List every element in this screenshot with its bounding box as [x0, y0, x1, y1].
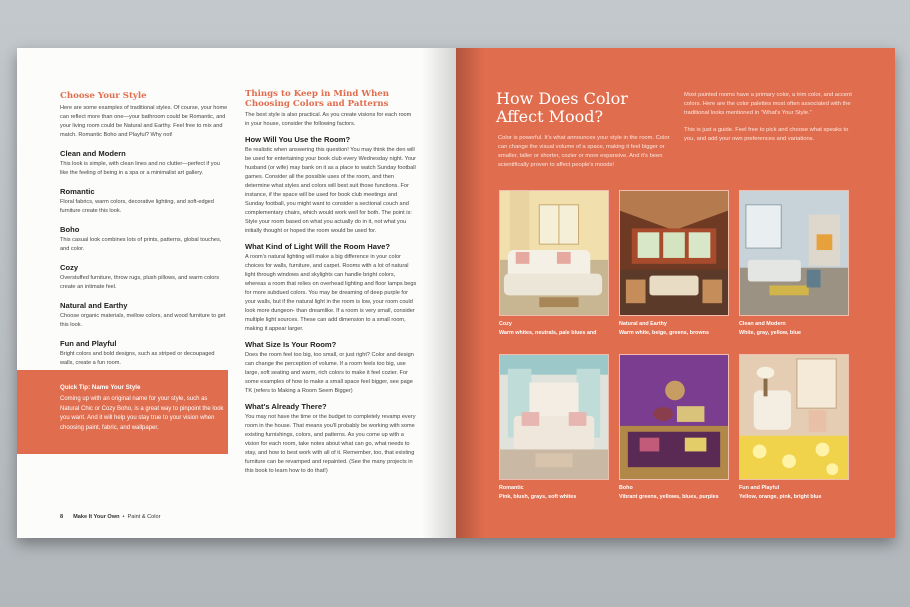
style-intro: Here are some examples of traditional styles. Of course, your home can reflect more than one—your bathroom could be Romantic, and your living room could be Natural and Earthy. Feel free to mix and match. Romantic Boho and Playful? Why not!: [60, 104, 228, 138]
quick-tip-box: [17, 370, 228, 454]
boho-room-photo: [619, 354, 729, 480]
footer-separator: •: [122, 514, 125, 520]
caption-colors: Warm white, beige, greens, browns: [619, 330, 709, 336]
book-title: Make It Your Own: [73, 514, 120, 520]
photo-caption: [739, 320, 857, 338]
palette-notes: [684, 91, 859, 144]
cozy-room-photo: [499, 190, 609, 316]
factor-heading: What's Already There?: [245, 402, 327, 411]
right-title-line: Affect Mood?: [496, 107, 604, 126]
style-text: Bright colors and bold designs, such as striped or decoupaged walls, create a fun room.: [60, 350, 215, 366]
caption-colors: Pink, blush, grays, soft whites: [499, 494, 577, 500]
quick-tip-text: Coming up with an original name for your style, such as Natural Chic or Cozy Boho, is a great way to pinpoint the look you want. And it will help you stay true to your vision when choosing paint, fabric, and wallpaper.: [60, 396, 224, 431]
style-name: Natural and Earthy: [60, 300, 128, 310]
style-name: Romantic: [60, 186, 95, 196]
page-number: 8: [60, 514, 64, 520]
palette-note: Most painted rooms have a primary color, a trim color, and accent colors. Here are the color palettes most often associated with the traditional looks mentioned in "What's Your Style.": [684, 92, 852, 116]
photo-caption: [499, 484, 617, 502]
things-title: [245, 90, 417, 109]
things-title-line: Choosing Colors and Patterns: [245, 98, 389, 109]
right-title-line: How Does Color: [496, 89, 628, 108]
left-page: [17, 48, 456, 538]
fun-playful-room-photo: [739, 354, 849, 480]
palette-note: This is just a guide. Feel free to pick and choose what speaks to you, and add your own preferences and variations.: [684, 127, 849, 142]
caption-colors: White, gray, yellow, blue: [739, 330, 802, 336]
style-text: Choose organic materials, mellow colors, and wood furniture to get this look.: [60, 312, 226, 328]
style-name: Fun and Playful: [60, 338, 117, 348]
right-page: [456, 48, 895, 538]
factor-heading: How Will You Use the Room?: [245, 135, 351, 144]
photo-caption: [739, 484, 857, 502]
right-intro: Color is powerful. It's what announces your style in the room. Color can change the visual volume of a space, making it feel bigger or smaller, taller or shorter, cozier or more expansive. And it's been scientifically proven to affect people's moods!: [498, 135, 670, 168]
factor-text: Does the room feel too big, too small, or just right? Color and design can change the perception of volume. If a room feels too big, use large, soft seating and warm, rich colors to make it feel cozier. For some examples of how to make a small space feel bigger, see page TK (refers to Making a Room Seem Bigger): [245, 352, 414, 394]
factor-text: Be realistic when answering this question! You may think the den will be used for entertaining your book club every Wednesday night. Your husband (or wife) may bank on it as a place to watch Sunday football games. Consider all the possible uses of the room, and then determine what styles and colors will best suit those functions. For instance, if the space will be used for book club meetings and Sunday football, you might want to consider a sectional couch and complementary chairs, which would work well for both. The point is: Style your room based on what you actually do in it, not what you initially thought or hoped the room would be used for.: [245, 147, 416, 234]
style-name: Clean and Modern: [60, 148, 126, 158]
caption-style-name: Cozy: [499, 321, 512, 327]
style-text: This look is simple, with clean lines and no clutter—perfect if you like the feeling of being in a spa or a minimalist art gallery.: [60, 160, 220, 176]
caption-colors: Vibrant greens, yellows, blues, purples: [619, 494, 719, 500]
photo-caption: [619, 320, 737, 338]
photo-caption: [499, 320, 617, 338]
style-name: Cozy: [60, 262, 79, 272]
style-text: Floral fabrics, warm colors, decorative lighting, and soft-edged furniture create this look.: [60, 198, 214, 214]
things-intro: The best style is also practical. As you create visions for each room in your house, consider the following factors.: [245, 112, 412, 127]
factor-heading: What Kind of Light Will the Room Have?: [245, 242, 391, 251]
magazine-spread: [17, 48, 895, 538]
style-name: Boho: [60, 224, 80, 234]
style-column: [60, 92, 228, 368]
factor-text: You may not have the time or the budget to completely revamp every room in the house. That means you'll probably be working with some existing furnishings, colors, and patterns. As you come up with a vision for each room, take notes about what can go, what needs to stay, and how to best work with all of it. Remember, too, that existing furniture can be revamped and repainted. (See the many projects in this book to learn how to do that!): [245, 414, 416, 474]
things-column: [245, 90, 417, 476]
footer-section: Paint & Color: [127, 514, 161, 520]
factor-heading: What Size Is Your Room?: [245, 340, 337, 349]
right-page-title: [496, 90, 666, 126]
style-section-title: Choose Your Style: [60, 91, 147, 101]
style-text: Overstuffed furniture, throw rugs, plush pillows, and warm colors create an intimate feel.: [60, 274, 220, 290]
caption-colors: Warm whites, neutrals, pale blues and: [499, 330, 597, 336]
caption-style-name: Boho: [619, 485, 633, 491]
style-text: This casual look combines lots of prints, patterns, global touches, and color.: [60, 236, 222, 252]
caption-style-name: Natural and Earthy: [619, 321, 667, 327]
quick-tip-title: Quick Tip: Name Your Style: [60, 384, 141, 391]
caption-colors: Yellow, orange, pink, bright blue: [739, 494, 822, 500]
natural-earthy-room-photo: [619, 190, 729, 316]
clean-modern-room-photo: [739, 190, 849, 316]
caption-style-name: Clean and Modern: [739, 321, 786, 327]
page-footer: [60, 514, 160, 520]
caption-style-name: Romantic: [499, 485, 524, 491]
romantic-room-photo: [499, 354, 609, 480]
factor-text: A room's natural lighting will make a big difference in your color choices for walls, furniture, and carpet. Rooms with a lot of natural light through windows and skylights can handle bright colors, whereas a room that relies on overhead lighting and floor lamps begs for more subdued colors. You may be dreaming of deep purple for your walls, but if the natural light in the room is low, your room could look more dungeon- than dreamlike. If a room is very small, consider multiple light sources. These can add dimension to a small room, making it appear larger.: [245, 254, 417, 332]
photo-caption: [619, 484, 737, 502]
things-title-line: Things to Keep in Mind When: [245, 89, 390, 99]
caption-style-name: Fun and Playful: [739, 485, 780, 491]
